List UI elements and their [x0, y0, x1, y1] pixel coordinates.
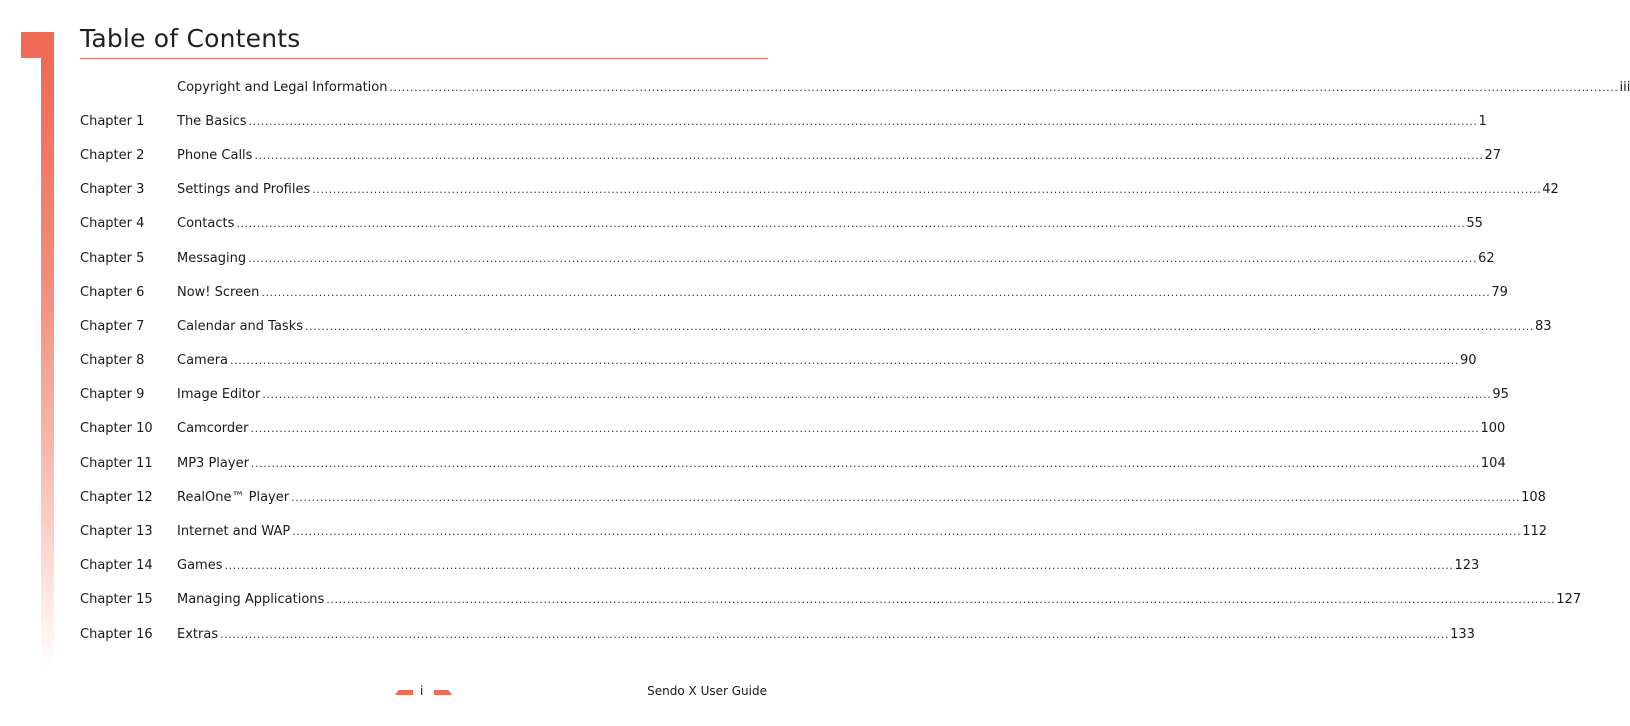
toc-entry-line [177, 558, 1480, 574]
toc-entry-line [177, 592, 1582, 608]
toc-entry-title: Managing Applications [177, 592, 325, 608]
toc-entry-title: RealOne™ Player [177, 489, 290, 505]
toc-entry[interactable] [80, 378, 1509, 412]
toc-entry[interactable] [80, 275, 1508, 309]
footer-left-mark [395, 690, 413, 695]
toc-dot-leader: ............................................................................................................................................................................................................................................................................................................ [224, 559, 1454, 573]
toc-entry-line [177, 182, 1559, 198]
toc-dot-leader: ............................................................................................................................................................................................................................................................................................................ [312, 183, 1542, 197]
toc-entry-line [177, 79, 1630, 95]
toc-entry[interactable] [80, 412, 1506, 446]
toc-chapter-number: Chapter 8 [80, 353, 145, 369]
toc-entry-title: Games [177, 558, 223, 574]
toc-entry[interactable] [80, 344, 1477, 378]
toc-dot-leader: ............................................................................................................................................................................................................................................................................................................ [326, 593, 1556, 607]
toc-entry-title: The Basics [177, 113, 247, 129]
toc-entry[interactable] [80, 241, 1495, 275]
toc-page-number: 95 [1492, 387, 1509, 403]
toc-chapter-number: Chapter 5 [80, 250, 145, 266]
toc-dot-leader: ............................................................................................................................................................................................................................................................................................................ [250, 456, 1480, 470]
toc-entry-line [177, 113, 1487, 129]
toc-entry-title: Now! Screen [177, 284, 260, 300]
toc-entry[interactable] [80, 446, 1506, 480]
toc-entry-title: Image Editor [177, 387, 261, 403]
toc-page-number: 104 [1480, 455, 1506, 471]
toc-dot-leader: ............................................................................................................................................................................................................................................................................................................ [262, 388, 1492, 402]
toc-page-number: 108 [1521, 489, 1546, 505]
toc-page-number: 112 [1522, 524, 1548, 540]
toc-entry-title: Settings and Profiles [177, 182, 311, 198]
toc-entry-title: Phone Calls [177, 147, 253, 163]
toc-entry-line [177, 353, 1477, 369]
toc-chapter-number: Chapter 7 [80, 318, 145, 334]
toc-entry[interactable] [80, 104, 1487, 138]
toc-entry[interactable] [80, 617, 1475, 651]
toc-dot-leader: ............................................................................................................................................................................................................................................................................................................ [292, 525, 1522, 539]
toc-chapter-number: Chapter 3 [80, 182, 145, 198]
toc-dot-leader: ............................................................................................................................................................................................................................................................................................................ [305, 319, 1534, 333]
toc-entry[interactable] [80, 514, 1548, 548]
toc-page-number: 123 [1454, 558, 1480, 574]
toc-page-number: 62 [1478, 250, 1495, 266]
title-divider [80, 58, 768, 59]
toc-entry-line [177, 147, 1501, 163]
toc-dot-leader: ............................................................................................................................................................................................................................................................................................................ [248, 114, 1478, 128]
toc-entry-line [177, 421, 1506, 437]
toc-chapter-number: Chapter 2 [80, 147, 145, 163]
toc-chapter-number: Chapter 11 [80, 455, 153, 471]
toc-page-number: 133 [1450, 626, 1475, 642]
toc-entry-line [177, 626, 1475, 642]
toc-entry-line [177, 455, 1506, 471]
toc-page-number: 100 [1480, 421, 1506, 437]
toc-entry-line [177, 387, 1509, 403]
footer-page-number: i [420, 684, 424, 698]
toc-entry[interactable] [80, 70, 1630, 104]
toc-chapter-number: Chapter 6 [80, 284, 145, 300]
toc-entry-title: Contacts [177, 216, 235, 232]
toc-page-number: 1 [1478, 113, 1487, 129]
corner-accent-block [21, 32, 54, 58]
toc-entry-title: Messaging [177, 250, 247, 266]
toc-chapter-number: Chapter 13 [80, 524, 153, 540]
toc-page-number: 79 [1491, 284, 1508, 300]
toc-page-number: iii [1619, 79, 1630, 95]
toc-entry-line [177, 524, 1548, 540]
toc-dot-leader: ............................................................................................................................................................................................................................................................................................................ [248, 251, 1478, 265]
side-accent-bar [41, 58, 54, 668]
toc-chapter-number: Chapter 16 [80, 626, 153, 642]
toc-chapter-number: Chapter 4 [80, 216, 145, 232]
footer-guide-name: Sendo X User Guide [647, 684, 767, 698]
toc-entry[interactable] [80, 583, 1582, 617]
toc-dot-leader: ............................................................................................................................................................................................................................................................................................................ [389, 80, 1619, 94]
toc-page-number: 27 [1484, 147, 1501, 163]
toc-page-number: 127 [1556, 592, 1582, 608]
footer-right-mark [434, 690, 452, 695]
toc-dot-leader: ............................................................................................................................................................................................................................................................................................................ [291, 490, 1521, 504]
toc-entry-line [177, 216, 1483, 232]
toc-entry-title: Extras [177, 626, 219, 642]
toc-entry[interactable] [80, 173, 1559, 207]
toc-dot-leader: ............................................................................................................................................................................................................................................................................................................ [254, 148, 1484, 162]
toc-page-number: 83 [1535, 318, 1552, 334]
toc-dot-leader: ............................................................................................................................................................................................................................................................................................................ [230, 354, 1460, 368]
toc-chapter-number: Chapter 1 [80, 113, 145, 129]
toc-chapter-number: Chapter 15 [80, 592, 153, 608]
toc-chapter-number: Chapter 12 [80, 489, 153, 505]
toc-entry[interactable] [80, 207, 1483, 241]
toc-entry-title: Internet and WAP [177, 524, 291, 540]
toc-entry[interactable] [80, 480, 1546, 514]
toc-entry[interactable] [80, 138, 1501, 172]
toc-entry-title: Camera [177, 353, 229, 369]
toc-page-number: 90 [1460, 353, 1477, 369]
toc-entry[interactable] [80, 549, 1480, 583]
toc-chapter-number: Chapter 14 [80, 558, 153, 574]
toc-entry-title: MP3 Player [177, 455, 249, 471]
toc-chapter-number: Chapter 10 [80, 421, 153, 437]
page-title: Table of Contents [80, 24, 301, 53]
toc-entry-title: Calendar and Tasks [177, 318, 304, 334]
toc-entry-line [177, 284, 1508, 300]
page-footer [0, 682, 808, 702]
table-of-contents [80, 70, 1630, 651]
toc-entry-line [177, 250, 1495, 266]
toc-chapter-number: Chapter 9 [80, 387, 145, 403]
toc-entry-line [177, 489, 1546, 505]
toc-entry-title: Camcorder [177, 421, 249, 437]
toc-dot-leader: ............................................................................................................................................................................................................................................................................................................ [220, 627, 1450, 641]
toc-page-number: 55 [1466, 216, 1483, 232]
toc-dot-leader: ............................................................................................................................................................................................................................................................................................................ [236, 217, 1466, 231]
toc-entry[interactable] [80, 309, 1552, 343]
toc-entry-title: Copyright and Legal Information [177, 79, 388, 95]
toc-entry-line [177, 318, 1552, 334]
toc-page-number: 42 [1542, 182, 1559, 198]
toc-dot-leader: ............................................................................................................................................................................................................................................................................................................ [261, 285, 1491, 299]
toc-dot-leader: ............................................................................................................................................................................................................................................................................................................ [250, 422, 1480, 436]
